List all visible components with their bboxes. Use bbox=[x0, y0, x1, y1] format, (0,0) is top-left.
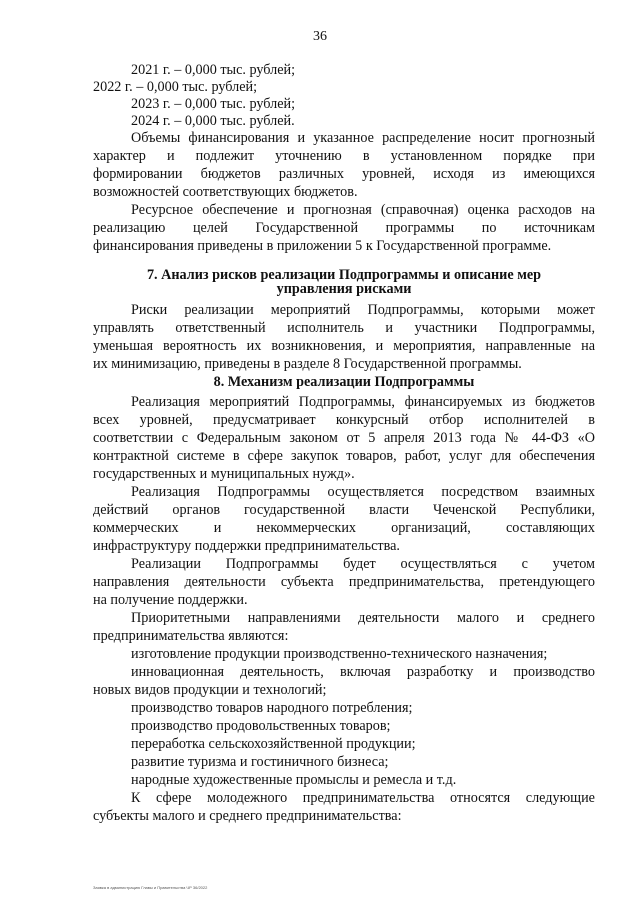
text-line: направления деятельности субъекта предпринимательства, претендующего bbox=[93, 574, 595, 590]
text-line: Реализации Подпрограммы будет осуществляться с учетом bbox=[131, 556, 595, 572]
text-line: всех уровней, предусматривает конкурсный отбор исполнителей в bbox=[93, 412, 595, 428]
text-line: реализацию целей Государственной программы по источникам bbox=[93, 220, 595, 236]
section-heading: управления рисками bbox=[276, 281, 412, 297]
text-line: контрактной системе в сфере закупок товаров, работ, услуг для обеспечения bbox=[93, 448, 595, 464]
text-line: финансирования приведены в приложении 5 к Государственной программе. bbox=[93, 238, 552, 254]
text-line: возможностей соответствующих бюджетов. bbox=[93, 184, 358, 200]
list-item: производство товаров народного потребления; bbox=[131, 700, 413, 716]
text-line: соответствии с Федеральным законом от 5 апреля 2013 года № 44-ФЗ «О bbox=[93, 430, 595, 446]
text-line: инфраструктуру поддержки предпринимательства. bbox=[93, 538, 400, 554]
text-line: характер и подлежит уточнению в установленном порядке при bbox=[93, 148, 595, 164]
text-line: 2023 г. – 0,000 тыс. рублей; bbox=[131, 96, 296, 112]
page-number: 36 bbox=[313, 29, 327, 44]
text-line: государственных и муниципальных нужд». bbox=[93, 466, 355, 482]
text-line: 2024 г. – 0,000 тыс. рублей. bbox=[131, 113, 295, 129]
text-line: Риски реализации мероприятий Подпрограммы, которыми может bbox=[131, 302, 595, 318]
list-item: переработка сельскохозяйственной продукции; bbox=[131, 736, 416, 752]
list-item: изготовление продукции производственно-технического назначения; bbox=[131, 646, 548, 662]
text-line: коммерческих и некоммерческих организаций, составляющих bbox=[93, 520, 595, 536]
text-line: 2022 г. – 0,000 тыс. рублей; bbox=[93, 79, 258, 95]
list-item: развитие туризма и гостиничного бизнеса; bbox=[131, 754, 389, 770]
text-line: действий органов государственной власти Чеченской Республики, bbox=[93, 502, 595, 518]
text-line: их минимизацию, приведены в разделе 8 Государственной программы. bbox=[93, 356, 522, 372]
list-item: производство продовольственных товаров; bbox=[131, 718, 391, 734]
text-line: уменьшая вероятность их возникновения, и мероприятия, направленные на bbox=[93, 338, 595, 354]
list-item: инновационная деятельность, включая разработку и производство bbox=[131, 664, 595, 680]
section-heading: 7. Анализ рисков реализации Подпрограммы и описание мер bbox=[146, 267, 542, 283]
section-heading: 8. Механизм реализации Подпрограммы bbox=[213, 374, 475, 390]
text-line: Реализация мероприятий Подпрограммы, финансируемых из бюджетов bbox=[131, 394, 595, 410]
text-line: Объемы финансирования и указанное распределение носит прогнозный bbox=[131, 130, 595, 146]
text-line: К сфере молодежного предпринимательства относятся следующие bbox=[131, 790, 595, 806]
list-item: новых видов продукции и технологий; bbox=[93, 682, 327, 698]
page-footer: Заявка в администрацию Главы и Правительства ЧР 36/2022 bbox=[93, 885, 208, 890]
text-line: на получение поддержки. bbox=[93, 592, 248, 608]
list-item: народные художественные промыслы и ремесла и т.д. bbox=[131, 772, 457, 788]
text-line: управлять ответственный исполнитель и участники Подпрограммы, bbox=[93, 320, 595, 336]
text-line: Ресурсное обеспечение и прогнозная (справочная) оценка расходов на bbox=[131, 202, 595, 218]
text-line: субъекты малого и среднего предпринимательства: bbox=[93, 808, 402, 824]
text-line: формировании бюджетов различных уровней, исходя из имеющихся bbox=[93, 166, 595, 182]
text-line: предпринимательства являются: bbox=[93, 628, 289, 644]
text-line: 2021 г. – 0,000 тыс. рублей; bbox=[131, 62, 296, 78]
text-line: Реализация Подпрограммы осуществляется посредством взаимных bbox=[131, 484, 595, 500]
text-line: Приоритетными направлениями деятельности малого и среднего bbox=[131, 610, 595, 626]
